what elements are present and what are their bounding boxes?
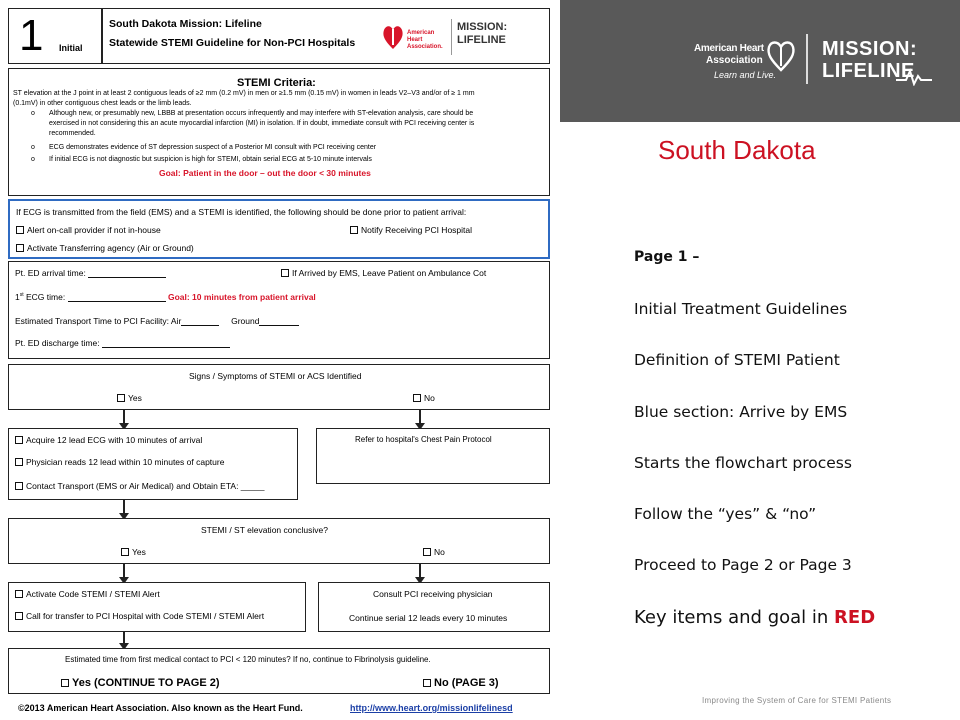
mission-logo-text: MISSION: LIFELINE: [457, 21, 508, 46]
ems-activate-item: Activate Transferring agency (Air or Ground): [16, 243, 194, 253]
checkbox[interactable]: [281, 269, 289, 277]
checkbox[interactable]: [423, 548, 431, 556]
criteria-box: [8, 68, 550, 196]
checkbox[interactable]: [121, 548, 129, 556]
checkbox[interactable]: [15, 436, 23, 444]
checkbox[interactable]: [15, 482, 23, 490]
ems-intro: If ECG is transmitted from the field (EMS) and a STEMI is identified, the following should be done prior to patient arrival:: [16, 207, 467, 217]
checkbox[interactable]: [61, 679, 69, 687]
consult-box: [318, 582, 550, 632]
signs-yes: Yes: [117, 393, 142, 403]
ems-alert-item: Alert on-call provider if not in-house: [16, 225, 161, 235]
logo-divider: [451, 19, 452, 55]
flow-arrow: [119, 564, 129, 584]
criteria-bullet-3: If initial ECG is not diagnostic but suspicion is high for STEMI, obtain serial ECG at 5-10 minute intervals: [49, 156, 372, 163]
point-initial-treatment: Initial Treatment Guidelines: [634, 300, 848, 318]
discharge-time-field: Pt. ED discharge time:: [15, 338, 230, 348]
criteria-bullet-1c: recommended.: [49, 130, 96, 137]
point-flowchart: Starts the flowchart process: [634, 454, 852, 472]
checkbox[interactable]: [16, 244, 24, 252]
aha-logo-text: American Heart Association.: [407, 30, 443, 50]
ems-section: [8, 199, 550, 259]
point-definition: Definition of STEMI Patient: [634, 351, 840, 369]
doc-title-line2: Statewide STEMI Guideline for Non-PCI Hospitals: [109, 37, 356, 49]
point-yes-no: Follow the “yes” & “no”: [634, 505, 817, 523]
call-transfer-item: Call for transfer to PCI Hospital with Code STEMI / STEMI Alert: [15, 611, 264, 621]
aha-heart-icon: [766, 36, 796, 74]
consult-text: Consult PCI receiving physician: [373, 589, 493, 599]
ems-notify-item: Notify Receiving PCI Hospital: [350, 225, 472, 235]
checkbox[interactable]: [15, 590, 23, 598]
key-items-red: RED: [834, 607, 876, 628]
criteria-bullet-2: ECG demonstrates evidence of ST depression suspect of a Posterior MI consult with PCI receiving center: [49, 144, 377, 151]
refer-box: [316, 428, 550, 484]
times-box: [8, 261, 550, 359]
point-proceed: Proceed to Page 2 or Page 3: [634, 556, 852, 574]
transport-time-field: Estimated Transport Time to PCI Facility: Air Ground: [15, 316, 299, 326]
aha-logo-line1: American Heart: [694, 43, 764, 54]
aha-tagline: Learn and Live.: [714, 70, 777, 80]
copyright: ©2013 American Heart Association. Also known as the Heart Fund.: [18, 703, 303, 713]
criteria-text-2: (0.1mV) in other contiguous chest leads or the limb leads.: [13, 100, 192, 107]
page-tag: Initial: [59, 43, 83, 53]
mission-logo-line1: MISSION:: [822, 38, 918, 60]
bullet-marker: o: [31, 110, 35, 117]
flow-arrow: [415, 564, 425, 584]
checkbox[interactable]: [15, 458, 23, 466]
point-blue-section: Blue section: Arrive by EMS: [634, 403, 848, 421]
bullet-marker: o: [31, 156, 35, 163]
logo-divider: [806, 34, 808, 84]
refer-text: Refer to hospital's Chest Pain Protocol: [355, 435, 492, 444]
checkbox[interactable]: [423, 679, 431, 687]
activate-code-item: Activate Code STEMI / STEMI Alert: [15, 589, 160, 599]
criteria-bullet-1a: Although new, or presumably new, LBBB at presentation occurs infrequently and may interfere with ST-elevation analysis, care should be: [49, 110, 474, 117]
panel-header: [560, 0, 960, 122]
final-yes: Yes (CONTINUE TO PAGE 2): [61, 677, 220, 689]
contact-item: Contact Transport (EMS or Air Medical) and Obtain ETA: _____: [15, 481, 264, 491]
mission-lifeline-link[interactable]: http://www.heart.org/missionlifelinesd: [350, 703, 513, 713]
signs-no: No: [413, 393, 435, 403]
conclusive-no: No: [423, 547, 445, 557]
final-question: Estimated time from first medical contact to PCI < 120 minutes? If no, continue to Fibrinolysis guideline.: [65, 655, 431, 664]
flow-arrow: [415, 410, 425, 430]
footer-note: Improving the System of Care for STEMI Patients: [702, 696, 892, 705]
flow-arrow: [119, 410, 129, 430]
doc-title-line1: South Dakota Mission: Lifeline: [109, 18, 262, 30]
actions-box: [8, 428, 298, 500]
page-number: 1: [19, 11, 44, 60]
checkbox[interactable]: [117, 394, 125, 402]
checkbox[interactable]: [15, 612, 23, 620]
criteria-text-1: ST elevation at the J point in at least 2 contiguous leads of ≥2 mm (0.2 mV) in men or ≥1.5 mm (0.15 mV) in women in leads V2–V3 and/or of ≥ 1 mm: [13, 90, 475, 97]
physician-item: Physician reads 12 lead within 10 minutes of capture: [15, 457, 224, 467]
criteria-bullet-1b: exercised in not considering this an acute myocardial infarction (MI) in isolation. If in doubt, immediate consult with PCI receiving center is: [49, 120, 475, 127]
bullet-marker: o: [31, 144, 35, 151]
page-number-box: [8, 8, 102, 64]
alerts-box: [8, 582, 306, 632]
state-title: South Dakota: [658, 135, 816, 165]
pulse-line-icon: [896, 68, 932, 86]
criteria-goal: Goal: Patient in the door – out the door < 30 minutes: [159, 168, 371, 178]
aha-heart-icon: [381, 21, 405, 53]
serial-text: Continue serial 12 leads every 10 minutes: [349, 613, 508, 623]
acquire-item: Acquire 12 lead ECG with 10 minutes of arrival: [15, 435, 202, 445]
ems-cot-item: If Arrived by EMS, Leave Patient on Ambulance Cot: [281, 268, 486, 278]
conclusive-box: [8, 518, 550, 564]
arrival-time-field: Pt. ED arrival time:: [15, 268, 166, 278]
point-key-items: Key items and goal in RED: [634, 607, 876, 628]
aha-logo-line2: Association: [706, 55, 763, 66]
final-box: [8, 648, 550, 694]
flow-arrow: [119, 500, 129, 520]
signs-box: [8, 364, 550, 410]
ecg-time-field: 1st ECG time: Goal: 10 minutes from patient arrival: [15, 292, 316, 302]
title-box: [102, 8, 550, 64]
signs-heading: Signs / Symptoms of STEMI or ACS Identified: [189, 371, 362, 381]
conclusive-yes: Yes: [121, 547, 146, 557]
checkbox[interactable]: [413, 394, 421, 402]
final-no: No (PAGE 3): [423, 677, 499, 689]
conclusive-heading: STEMI / ST elevation conclusive?: [201, 525, 328, 535]
criteria-heading: STEMI Criteria:: [237, 77, 316, 89]
checkbox[interactable]: [16, 226, 24, 234]
point-page-heading: Page 1 –: [634, 249, 700, 265]
mission-logo-line2: LIFELINE: [822, 60, 915, 82]
checkbox[interactable]: [350, 226, 358, 234]
